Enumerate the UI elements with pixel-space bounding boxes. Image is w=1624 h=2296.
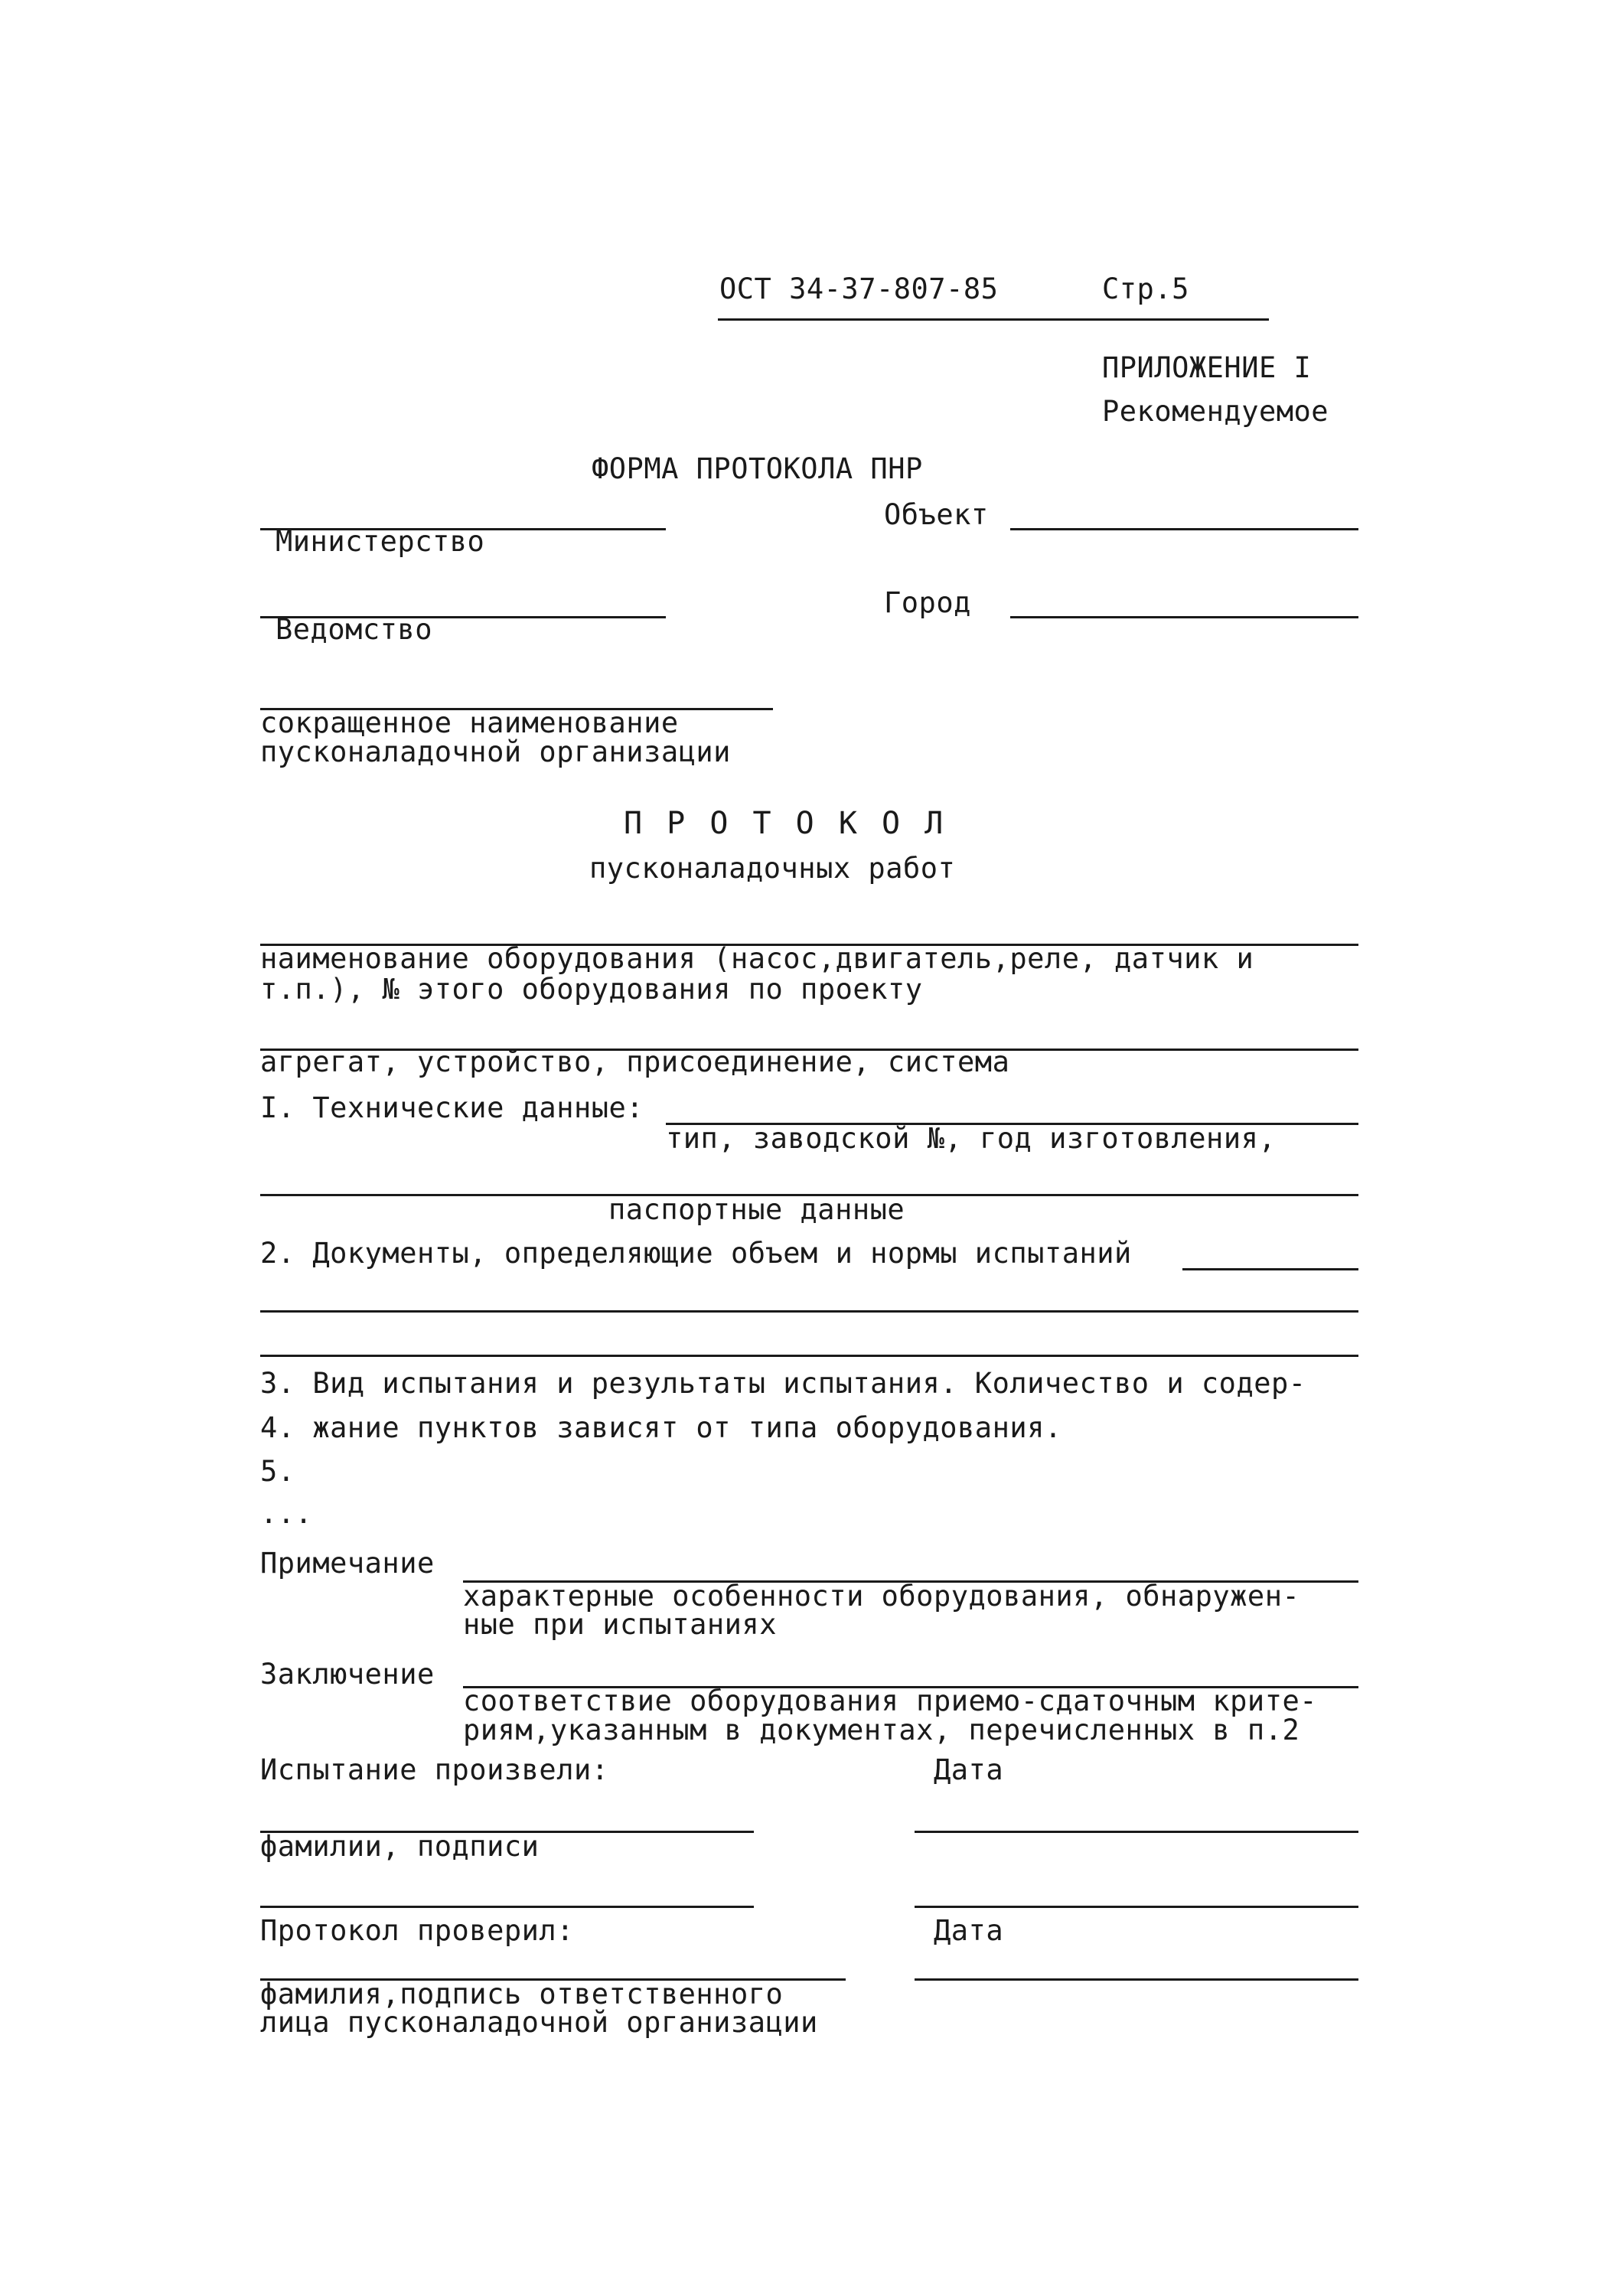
unit-caption: агрегат, устройство, присоединение, система (260, 1045, 1010, 1078)
document-number: ОСТ 34-37-807-85 (719, 272, 999, 305)
check-date-label: Дата (934, 1914, 1004, 1947)
conclusion-caption-line2: риям,указанным в документах, перечисленных в п.2 (463, 1714, 1300, 1746)
item1-caption: тип, заводской №, год изготовления, (666, 1122, 1277, 1155)
page-number: Стр.5 (1102, 272, 1189, 305)
checked-by-label: Протокол проверил: (260, 1914, 574, 1947)
form-title: ФОРМА ПРОТОКОЛА ПНР (592, 452, 923, 485)
agency-label: Ведомство (276, 613, 432, 646)
test-date-label: Дата (934, 1753, 1004, 1786)
ellipsis: ... (260, 1497, 313, 1530)
object-label: Объект (884, 498, 989, 531)
city-field-line[interactable] (1010, 616, 1358, 618)
test-date-field-line[interactable] (915, 1831, 1358, 1833)
tested-by-label: Испытание произвели: (260, 1753, 609, 1786)
note-caption-line1: характерные особенности оборудования, обнаружен- (463, 1580, 1300, 1613)
conclusion-label: Заключение (260, 1658, 435, 1691)
item2-field-line-2[interactable] (260, 1310, 1358, 1313)
protocol-subtitle: пусконаладочных работ (589, 852, 956, 885)
city-label: Город (884, 586, 971, 619)
object-field-line[interactable] (1010, 528, 1358, 530)
responsible-caption-line2: лица пусконаладочной организации (260, 2006, 818, 2039)
header-rule (718, 318, 1269, 321)
appendix-title: ПРИЛОЖЕНИЕ I (1102, 351, 1312, 384)
note-label: Примечание (260, 1547, 435, 1580)
item1-label: I. Технические данные: (260, 1091, 644, 1124)
item5-text: 5. (260, 1455, 295, 1488)
conclusion-caption-line1: соответствие оборудования приемо-сдаточным крите- (463, 1684, 1318, 1717)
appendix-status: Рекомендуемое (1102, 395, 1329, 428)
ministry-label: Министерство (276, 525, 485, 558)
item2-field-line[interactable] (1182, 1268, 1358, 1270)
item2-field-line-3[interactable] (260, 1355, 1358, 1357)
item3-text: 3. Вид испытания и результаты испытания. Количество и содер- (260, 1367, 1306, 1400)
item4-text: 4. жание пунктов зависят от типа оборудования. (260, 1411, 1062, 1444)
responsible-caption-line1: фамилия,подпись ответственного (260, 1978, 784, 2011)
organization-caption-line1: сокращенное наименование (260, 706, 679, 739)
item1-caption-2: паспортные данные (608, 1193, 905, 1226)
tested-by-signature-line-2[interactable] (260, 1906, 754, 1908)
note-caption-line2: ные при испытаниях (463, 1608, 777, 1641)
equipment-caption-line1: наименование оборудования (насос,двигатель,реле, датчик и (260, 942, 1254, 975)
names-caption: фамилии, подписи (260, 1830, 540, 1863)
check-date-field-line[interactable] (915, 1978, 1358, 1981)
test-date-field-line-2[interactable] (915, 1906, 1358, 1908)
protocol-title: П Р О Т О К О Л (624, 806, 947, 841)
item2-label: 2. Документы, определяющие объем и нормы испытаний (260, 1237, 1132, 1270)
organization-caption-line2: пусконаладочной организации (260, 735, 731, 768)
equipment-caption-line2: т.п.), № этого оборудования по проекту (260, 973, 923, 1006)
